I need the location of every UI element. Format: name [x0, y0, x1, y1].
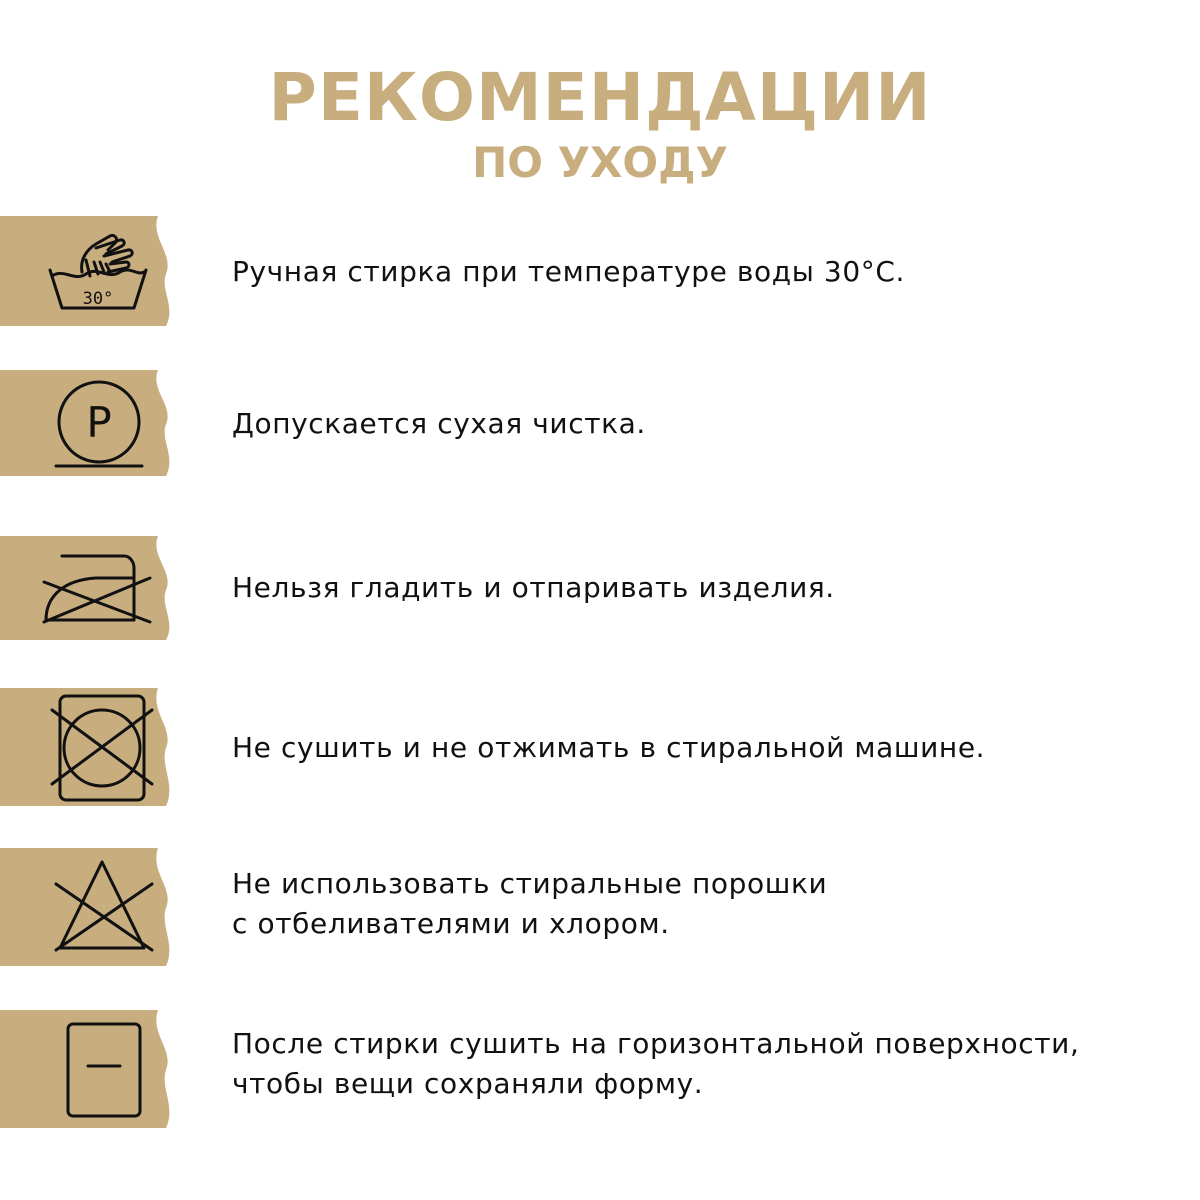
care-item-text: Не использовать стиральные порошки с отбеливателями и хлором. — [232, 867, 828, 940]
icon-tab — [0, 1010, 180, 1128]
care-item-text: Нельзя гладить и отпаривать изделия. — [232, 571, 835, 604]
icon-tab — [0, 688, 180, 806]
svg-text:P: P — [86, 398, 112, 447]
icon-tab — [0, 216, 180, 326]
care-item-text: Ручная стирка при температуре воды 30°С. — [232, 255, 906, 288]
page-title: РЕКОМЕНДАЦИИ — [268, 59, 932, 136]
icon-tab — [0, 848, 180, 966]
icon-tab — [0, 370, 180, 476]
care-item-text: Не сушить и не отжимать в стиральной машине. — [232, 731, 986, 764]
page-subtitle: ПО УХОДУ — [472, 138, 728, 187]
care-item-text: После стирки сушить на горизонтальной поверхности, чтобы вещи сохраняли форму. — [232, 1027, 1080, 1100]
svg-text:30°: 30° — [82, 289, 114, 309]
icon-tab — [0, 536, 180, 640]
care-item-text: Допускается сухая чистка. — [232, 407, 646, 440]
